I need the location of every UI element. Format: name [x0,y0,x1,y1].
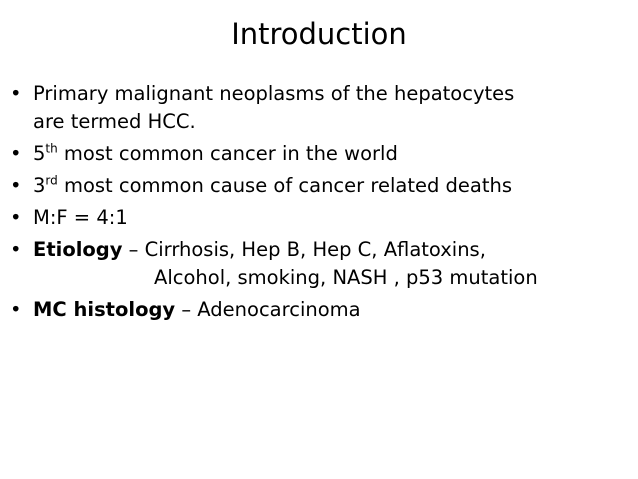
bullet-icon: • [10,298,22,321]
bullet-icon: • [10,142,22,165]
rank-number: 5 [33,142,46,165]
bullet-text: – Cirrhosis, Hep B, Hep C, Aflatoxins, [122,238,486,261]
rank-number: 3 [33,174,46,197]
bullet-text: most common cause of cancer related deaths [57,174,513,197]
bullet-text: M:F = 4:1 [33,206,128,229]
bullet-text: Primary malignant neoplasms of the hepatocytes [33,82,515,105]
bullet-text: most common cancer in the world [57,142,398,165]
bullet-item-definition [10,80,630,136]
bullet-text: – Adenocarcinoma [175,298,361,321]
bullet-item-incidence [10,140,630,168]
bullet-heading: MC histology [33,298,176,321]
bullet-heading: Etiology [33,238,123,261]
bullet-text-continuation: Alcohol, smoking, NASH , p53 mutation [154,266,538,289]
bullet-item-mortality [10,172,630,200]
bullet-item-sex-ratio [10,204,630,232]
bullet-icon: • [10,206,22,229]
bullet-list [10,80,630,328]
bullet-icon: • [10,238,22,261]
bullet-icon: • [10,174,22,197]
bullet-text-continuation: are termed HCC. [33,110,196,133]
bullet-item-histology [10,296,630,324]
rank-suffix: rd [45,173,58,188]
rank-suffix: th [45,141,58,156]
bullet-icon: • [10,82,22,105]
slide-title: Introduction [231,17,407,51]
bullet-item-etiology [10,236,630,292]
